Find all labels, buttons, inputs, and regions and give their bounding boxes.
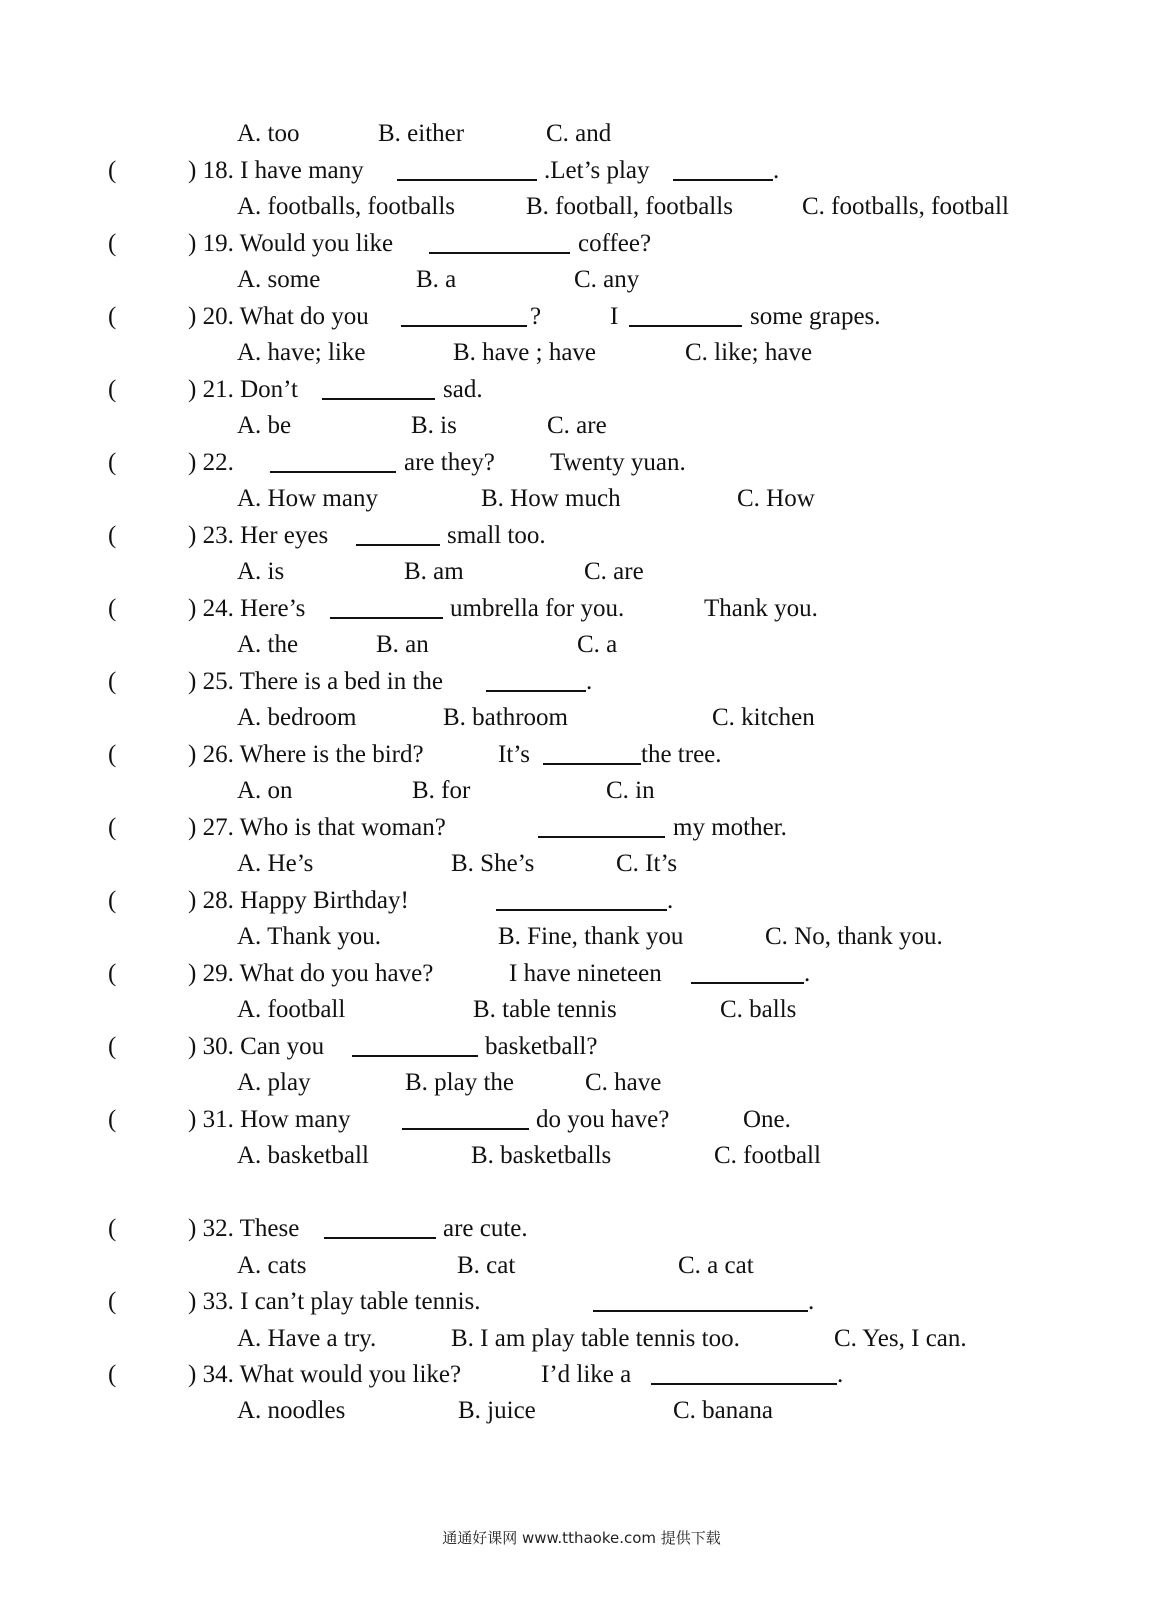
answer-paren: (: [108, 1288, 117, 1315]
answer-paren: (: [108, 449, 117, 476]
answer-paren: (: [108, 960, 117, 987]
answer-paren: (: [108, 814, 117, 841]
answer-blank: [330, 594, 443, 619]
question-text: .: [667, 887, 674, 914]
option-b: B. is: [411, 412, 457, 439]
option-c: C. and: [546, 120, 612, 147]
question-text: ) 24. Here’s: [188, 595, 306, 622]
option-b: B. football, footballs: [526, 193, 733, 220]
question-text: do you have?: [536, 1106, 670, 1133]
answer-paren: (: [108, 1033, 117, 1060]
question-text: I have nineteen: [509, 960, 662, 987]
answer-paren: (: [108, 595, 117, 622]
option-b: B. table tennis: [473, 996, 617, 1023]
question-text: my mother.: [673, 814, 787, 841]
option-b: B. play the: [405, 1069, 515, 1096]
option-c: C. footballs, football: [802, 193, 1009, 220]
question-text: ) 22.: [188, 449, 234, 476]
answer-blank: [322, 375, 435, 400]
question-text: basketball?: [485, 1033, 598, 1060]
option-b: B. I am play table tennis too.: [451, 1325, 740, 1352]
option-c: C. are: [584, 558, 644, 585]
answer-paren: (: [108, 303, 117, 330]
option-c: C. No, thank you.: [765, 923, 943, 950]
option-b: B. bathroom: [443, 704, 568, 731]
question-text: ) 25. There is a bed in the: [188, 668, 444, 695]
option-a: A. Have a try.: [237, 1325, 377, 1352]
option-a: A. is: [237, 558, 285, 585]
question-text: ) 33. I can’t play table tennis.: [188, 1288, 481, 1315]
question-text: .: [808, 1288, 815, 1315]
question-text: ) 34. What would you like?: [188, 1361, 462, 1388]
question-text: ) 28. Happy Birthday!: [188, 887, 409, 914]
question-text: ) 21. Don’t: [188, 376, 298, 403]
option-c: C. are: [547, 412, 607, 439]
question-text: ) 23. Her eyes: [188, 522, 329, 549]
option-a: A. noodles: [237, 1397, 346, 1424]
question-text: sad.: [443, 376, 483, 403]
question-text: ) 27. Who is that woman?: [188, 814, 446, 841]
question-text: are cute.: [443, 1215, 528, 1242]
answer-blank: [538, 813, 665, 838]
option-b: B. for: [412, 777, 471, 804]
answer-paren: (: [108, 522, 117, 549]
answer-paren: (: [108, 376, 117, 403]
option-b: B. How much: [481, 485, 621, 512]
question-text: ) 30. Can you: [188, 1033, 325, 1060]
option-c: C. Yes, I can.: [834, 1325, 967, 1352]
option-a: A. How many: [237, 485, 378, 512]
option-a: A. some: [237, 266, 321, 293]
answer-blank: [324, 1214, 436, 1239]
answer-blank: [593, 1287, 808, 1312]
answer-blank: [356, 521, 440, 546]
question-text: Twenty yuan.: [550, 449, 686, 476]
option-c: C. any: [574, 266, 640, 293]
answer-blank: [651, 1360, 837, 1385]
option-a: A. on: [237, 777, 293, 804]
question-text: umbrella for you.: [450, 595, 625, 622]
answer-blank: [270, 448, 396, 473]
question-text: ) 26. Where is the bird?: [188, 741, 424, 768]
option-a: A. cats: [237, 1252, 307, 1279]
option-b: B. Fine, thank you: [498, 923, 684, 950]
option-a: A. He’s: [237, 850, 314, 877]
option-a: A. footballs, footballs: [237, 193, 456, 220]
answer-paren: (: [108, 887, 117, 914]
answer-blank: [691, 959, 804, 984]
question-text: I’d like a: [541, 1361, 632, 1388]
option-a: A. be: [237, 412, 292, 439]
option-a: A. Thank you.: [237, 923, 381, 950]
option-b: B. have ; have: [453, 339, 597, 366]
option-c: C. It’s: [616, 850, 678, 877]
option-c: C. football: [714, 1142, 821, 1169]
question-text: ) 20. What do you: [188, 303, 369, 330]
question-text: .: [773, 157, 780, 184]
option-c: C. a cat: [678, 1252, 754, 1279]
option-b: B. an: [376, 631, 429, 658]
option-b: B. cat: [457, 1252, 516, 1279]
answer-blank: [429, 229, 570, 254]
question-text: .Let’s play: [544, 157, 650, 184]
question-text: Thank you.: [704, 595, 818, 622]
answer-blank: [673, 156, 773, 181]
option-c: C. like; have: [685, 339, 813, 366]
option-c: C. a: [577, 631, 618, 658]
question-text: It’s: [498, 741, 530, 768]
answer-paren: (: [108, 1106, 117, 1133]
question-text: some grapes.: [750, 303, 881, 330]
answer-blank: [352, 1032, 478, 1057]
question-text: small too.: [447, 522, 546, 549]
question-text: .: [837, 1361, 844, 1388]
question-text: .: [804, 960, 811, 987]
option-a: A. bedroom: [237, 704, 357, 731]
option-a: A. play: [237, 1069, 311, 1096]
option-c: C. banana: [673, 1397, 773, 1424]
question-text: ) 29. What do you have?: [188, 960, 434, 987]
question-text: the tree.: [641, 741, 722, 768]
option-c: C. How: [737, 485, 815, 512]
answer-paren: (: [108, 1215, 117, 1242]
answer-paren: (: [108, 741, 117, 768]
question-text: I: [610, 303, 619, 330]
option-c: C. balls: [720, 996, 797, 1023]
option-c: C. have: [585, 1069, 662, 1096]
question-text: .: [586, 668, 593, 695]
option-b: B. a: [416, 266, 457, 293]
question-text: are they?: [404, 449, 495, 476]
answer-paren: (: [108, 157, 117, 184]
option-a: A. football: [237, 996, 346, 1023]
question-text: ) 32. These: [188, 1215, 300, 1242]
option-a: A. basketball: [237, 1142, 369, 1169]
question-text: One.: [743, 1106, 791, 1133]
answer-blank: [543, 740, 641, 765]
answer-blank: [629, 302, 742, 327]
question-text: ?: [530, 303, 542, 330]
option-b: B. juice: [458, 1397, 536, 1424]
option-a: A. too: [237, 120, 300, 147]
answer-blank: [496, 886, 667, 911]
answer-blank: [401, 302, 527, 327]
option-b: B. either: [378, 120, 465, 147]
answer-blank: [486, 667, 586, 692]
option-b: B. am: [404, 558, 464, 585]
question-text: ) 19. Would you like: [188, 230, 394, 257]
answer-blank: [397, 156, 537, 181]
option-b: B. She’s: [451, 850, 535, 877]
question-text: coffee?: [578, 230, 652, 257]
answer-blank: [402, 1105, 529, 1130]
footer-source: 通通好课网 www.tthaoke.com 提供下载: [442, 1529, 721, 1547]
question-text: ) 31. How many: [188, 1106, 351, 1133]
answer-paren: (: [108, 230, 117, 257]
option-a: A. have; like: [237, 339, 366, 366]
option-c: C. in: [606, 777, 655, 804]
question-text: ) 18. I have many: [188, 157, 364, 184]
option-a: A. the: [237, 631, 299, 658]
option-b: B. basketballs: [471, 1142, 612, 1169]
answer-paren: (: [108, 1361, 117, 1388]
option-c: C. kitchen: [712, 704, 815, 731]
answer-paren: (: [108, 668, 117, 695]
